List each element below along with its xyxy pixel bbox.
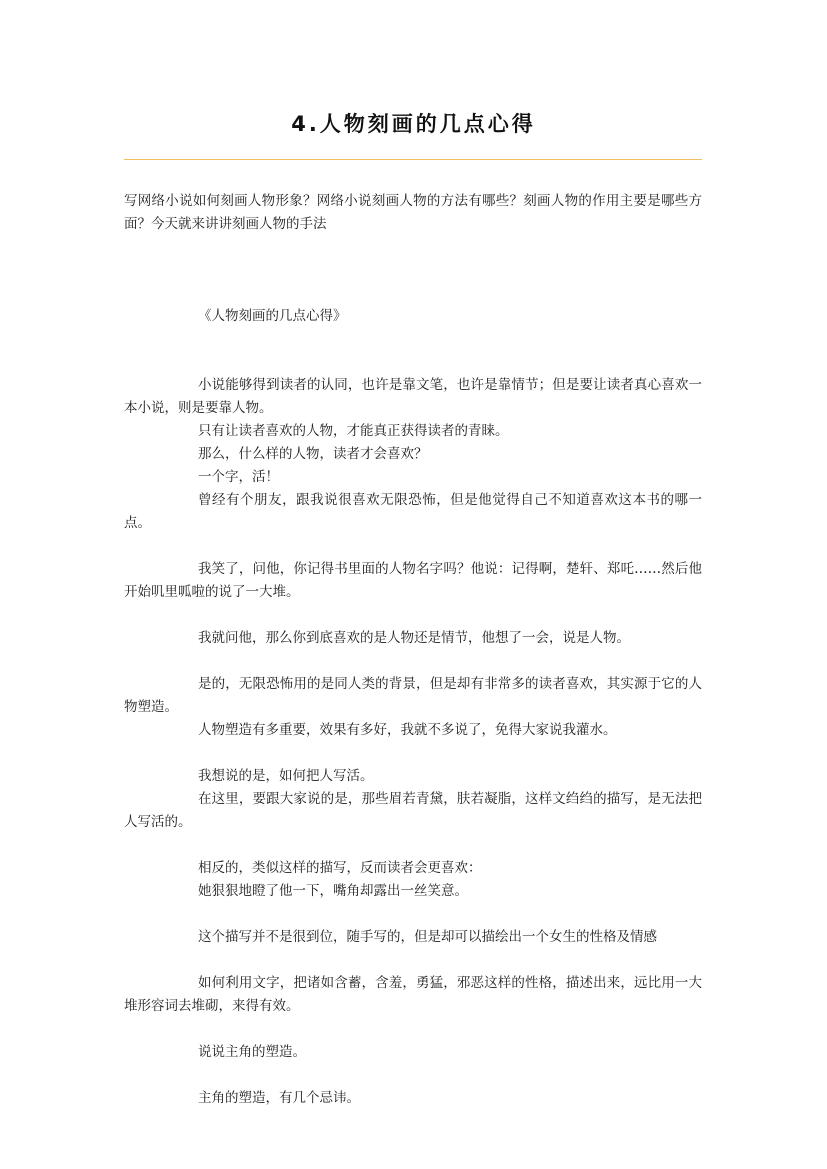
intro-paragraph: 写网络小说如何刻画人物形象？网络小说刻画人物的方法有哪些？刻画人物的作用主要是哪些方面？今天就来讲讲刻画人物的手法 bbox=[124, 193, 702, 232]
paragraph: 只有让读者喜欢的人物，才能真正获得读者的青睐。 bbox=[198, 423, 509, 439]
paragraph: 在这里，要跟大家说的是，那些眉若青黛，肤若凝脂，这样文绉绉的描写，是无法把人写活的。 bbox=[124, 791, 702, 830]
article-heading: 《人物刻画的几点心得》 bbox=[198, 308, 347, 324]
paragraph: 说说主角的塑造。 bbox=[198, 1044, 306, 1060]
paragraph: 主角的塑造，有几个忌讳。 bbox=[198, 1090, 360, 1106]
paragraph: 那么，什么样的人物，读者才会喜欢？ bbox=[198, 446, 428, 462]
paragraph: 我笑了，问他，你记得书里面的人物名字吗？他说：记得啊，楚轩、郑吒……然后他开始叽里呱啦的说了一大堆。 bbox=[124, 561, 702, 600]
document-body bbox=[124, 190, 702, 1110]
paragraph: 我就问他，那么你到底喜欢的是人物还是情节，他想了一会，说是人物。 bbox=[198, 630, 630, 646]
title-divider bbox=[124, 159, 702, 160]
paragraph: 一个字，活！ bbox=[198, 469, 279, 485]
document-title: 4.人物刻画的几点心得 bbox=[291, 112, 536, 136]
paragraph: 小说能够得到读者的认同，也许是靠文笔，也许是靠情节；但是要让读者真心喜欢一本小说，则是要靠人物。 bbox=[124, 377, 702, 416]
paragraph: 曾经有个朋友，跟我说很喜欢无限恐怖，但是他觉得自己不知道喜欢这本书的哪一点。 bbox=[124, 492, 702, 531]
paragraph: 我想说的是，如何把人写活。 bbox=[198, 768, 374, 784]
paragraph: 是的，无限恐怖用的是同人类的背景，但是却有非常多的读者喜欢，其实源于它的人物塑造。 bbox=[124, 676, 702, 715]
paragraph: 如何利用文字，把诸如含蓄，含羞，勇猛，邪恶这样的性格，描述出来，远比用一大堆形容词去堆砌，来得有效。 bbox=[124, 975, 702, 1014]
paragraph: 这个描写并不是很到位，随手写的，但是却可以描绘出一个女生的性格及情感 bbox=[198, 929, 657, 945]
paragraph: 相反的，类似这样的描写，反而读者会更喜欢： bbox=[198, 860, 482, 876]
paragraph: 人物塑造有多重要，效果有多好，我就不多说了，免得大家说我灌水。 bbox=[198, 722, 617, 738]
paragraph: 她狠狠地瞪了他一下，嘴角却露出一丝笑意。 bbox=[198, 883, 468, 899]
